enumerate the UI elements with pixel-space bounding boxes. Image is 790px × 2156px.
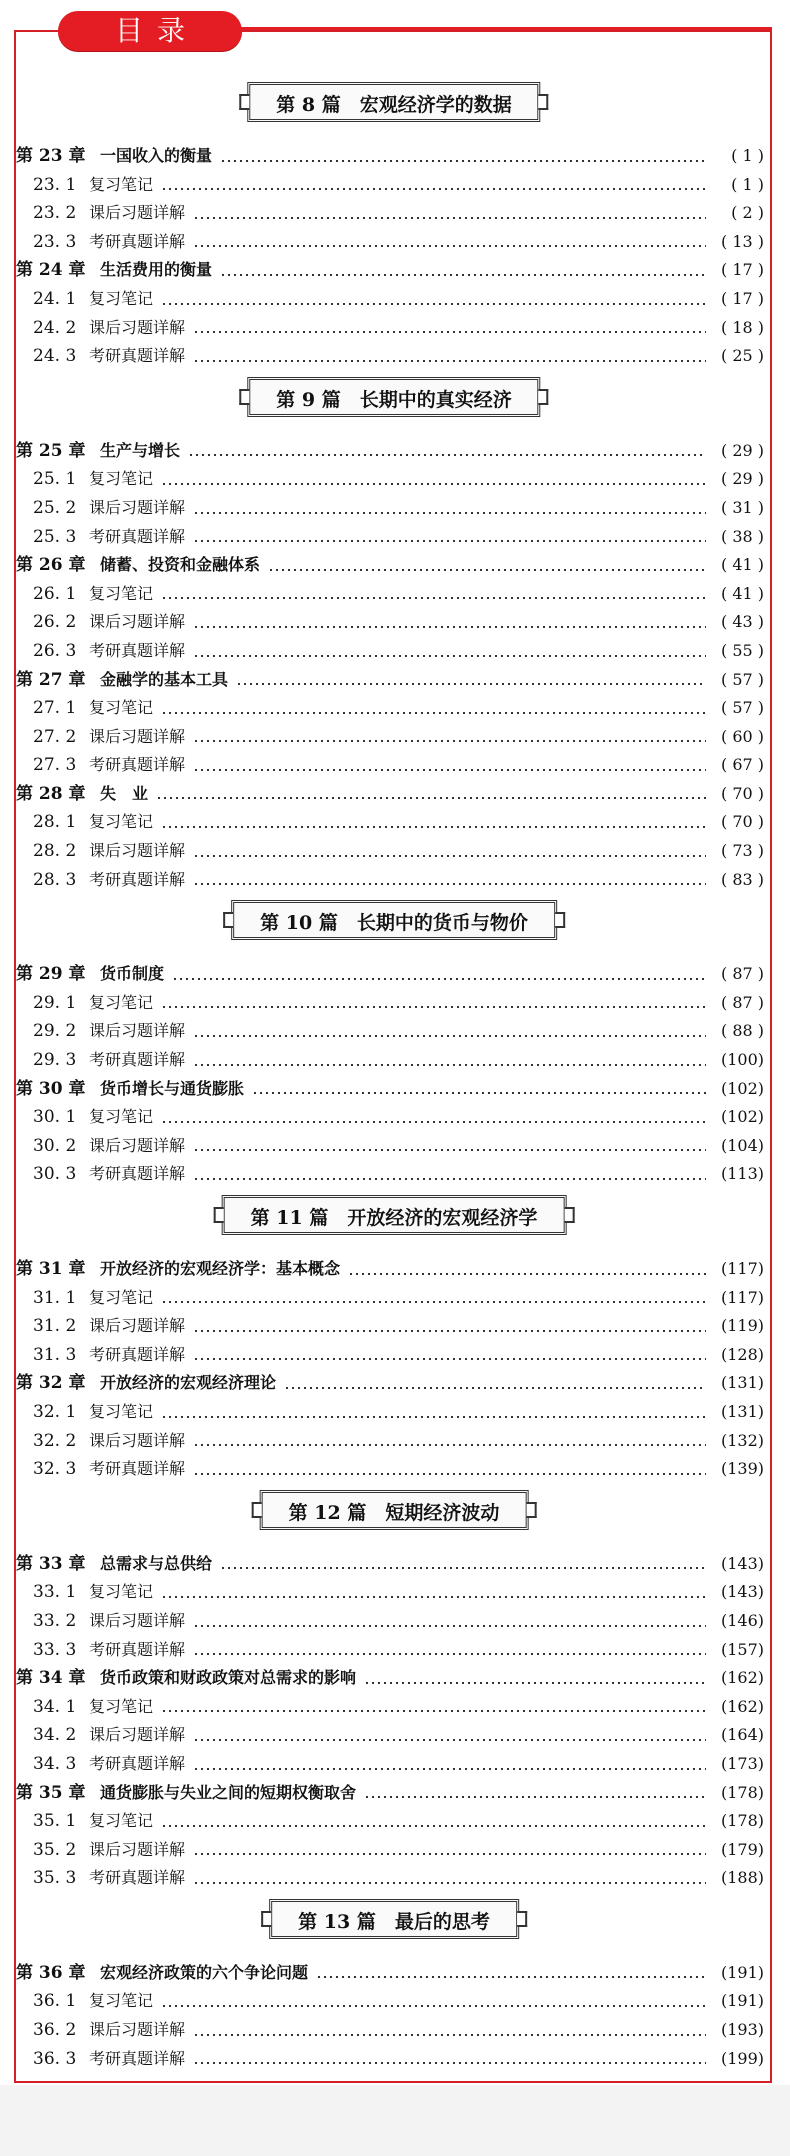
dot-leader [193,740,706,742]
dot-leader [193,1149,706,1151]
section-entry[interactable] [16,465,772,494]
section-title: 考研真题详解 [89,640,186,660]
chapter-number: 第 36 章 [16,1962,86,1983]
section-entry[interactable] [16,1160,772,1189]
dot-leader [220,160,706,162]
section-number: 30. 2 [33,1135,77,1156]
section-page-number: (162) [720,1696,764,1716]
chapter-number: 第 31 章 [16,1259,86,1279]
section-title: 考研真题详解 [89,755,186,775]
dot-leader [193,360,706,362]
section-entry[interactable] [16,1046,772,1075]
section-title: 复习笔记 [89,469,154,489]
chapter-page-number: (102) [720,1078,764,1098]
dot-leader [193,1473,706,1475]
dot-leader [236,683,706,685]
dot-leader [193,1330,706,1332]
section-entry[interactable] [16,1398,772,1427]
dot-leader [193,1625,706,1627]
chapter-entry[interactable] [16,666,772,695]
section-entry[interactable] [16,837,772,866]
section-page-number: (191) [720,1991,764,2011]
chapter-entry[interactable] [16,551,772,580]
dot-leader [172,978,706,980]
part-title[interactable]: 第 8 篇 宏观经济学的数据 [247,82,540,122]
section-page-number: ( 88 ) [720,1021,764,1041]
section-page-number: (164) [720,1725,764,1745]
section-page-number: ( 57 ) [720,698,764,718]
section-title: 考研真题详解 [89,1753,186,1773]
dot-leader [220,274,706,276]
chapter-entry[interactable] [16,256,772,285]
chapter-title: 通货膨胀与失业之间的短期权衡取舍 [100,1782,357,1802]
dot-leader [156,797,706,799]
section-title: 课后习题详解 [89,841,186,861]
dot-leader [268,569,706,571]
dot-leader [193,217,706,219]
chapter-title: 失 业 [100,783,149,803]
section-number: 34. 1 [33,1696,77,1717]
section-entry[interactable] [16,171,772,200]
dot-leader [161,826,706,828]
chapter-page-number: (178) [720,1782,764,1802]
section-number: 31. 1 [33,1287,77,1308]
dot-leader [193,655,706,657]
section-entry[interactable] [16,1864,772,1893]
section-number: 28. 3 [33,869,77,890]
dot-leader [193,1035,706,1037]
section-page-number: ( 38 ) [720,526,764,546]
dot-leader [161,597,706,599]
dot-leader [193,2062,706,2064]
section-page-number: (113) [720,1164,764,1184]
section-number: 24. 2 [33,317,77,338]
section-page-number: ( 83 ) [720,869,764,889]
section-page-number: (131) [720,1401,764,1421]
section-number: 27. 3 [33,755,77,776]
chapter-entry[interactable] [16,1664,772,1693]
section-title: 复习笔记 [89,174,154,194]
section-number: 26. 1 [33,583,77,604]
dot-leader [161,1710,706,1712]
page-title [58,11,242,51]
chapter-title: 开放经济的宏观经济学：基本概念 [100,1259,341,1278]
section-title: 考研真题详解 [89,1344,186,1364]
dot-leader [193,1853,706,1855]
chapter-title: 开放经济的宏观经济理论 [100,1373,277,1393]
dot-leader [193,1768,706,1770]
section-title: 课后习题详解 [89,726,186,746]
chapter-page-number: ( 57 ) [720,669,764,689]
section-page-number: (119) [720,1316,764,1336]
section-title: 考研真题详解 [89,526,186,546]
section-entry[interactable] [16,989,772,1018]
part-title[interactable]: 第 13 篇 最后的思考 [269,1899,519,1939]
section-page-number: ( 13 ) [720,231,764,251]
chapter-page-number: ( 70 ) [720,783,764,803]
section-number: 33. 2 [33,1610,77,1631]
chapter-entry[interactable] [16,1550,772,1579]
section-number: 25. 3 [33,526,77,547]
section-page-number: (178) [720,1811,764,1831]
section-number: 24. 3 [33,346,77,367]
dot-leader [364,1796,706,1798]
section-entry[interactable] [16,1132,772,1161]
section-number: 31. 2 [33,1316,77,1337]
section-entry[interactable] [16,808,772,837]
section-entry[interactable] [16,751,772,780]
section-title: 复习笔记 [89,812,154,832]
section-page-number: (132) [720,1430,764,1450]
section-number: 34. 3 [33,1753,77,1774]
section-entry[interactable] [16,1284,772,1313]
dot-leader [284,1387,706,1389]
section-entry[interactable] [16,314,772,343]
dot-leader [161,483,706,485]
section-page-number: (100) [720,1050,764,1070]
dot-leader [161,2005,706,2007]
section-title: 考研真题详解 [89,1050,186,1070]
chapter-title: 生活费用的衡量 [100,260,213,280]
section-title: 课后习题详解 [89,1021,186,1041]
section-entry[interactable] [16,637,772,666]
section-title: 复习笔记 [89,1696,154,1716]
dot-leader [161,1596,706,1598]
dot-leader [161,303,706,305]
chapter-page-number: (143) [720,1553,764,1573]
dot-leader [193,1064,706,1066]
section-entry[interactable] [16,2045,772,2074]
section-title: 考研真题详解 [89,1639,186,1659]
section-number: 29. 3 [33,1050,77,1071]
section-page-number: (188) [720,1868,764,1888]
section-page-number: (146) [720,1610,764,1630]
section-title: 复习笔记 [89,1991,154,2011]
section-number: 32. 2 [33,1430,77,1451]
chapter-entry[interactable] [16,960,772,989]
part-heading [16,1189,772,1255]
dot-leader [193,1739,706,1741]
chapter-entry[interactable] [16,1779,772,1808]
bottom-strip [0,2085,790,2156]
section-entry[interactable] [16,1636,772,1665]
section-page-number: ( 43 ) [720,612,764,632]
section-entry[interactable] [16,342,772,371]
section-title: 考研真题详解 [89,869,186,889]
section-number: 32. 3 [33,1459,77,1480]
part-heading [16,371,772,437]
section-number: 35. 3 [33,1868,77,1889]
section-entry[interactable] [16,866,772,895]
section-number: 29. 1 [33,992,77,1013]
section-number: 23. 3 [33,231,77,252]
section-entry[interactable] [16,1312,772,1341]
chapter-page-number: ( 41 ) [720,555,764,575]
chapter-number: 第 28 章 [16,783,86,804]
section-page-number: ( 25 ) [720,346,764,366]
section-entry[interactable] [16,1693,772,1722]
section-entry[interactable] [16,1987,772,2016]
section-title: 课后习题详解 [89,612,186,632]
chapter-title: 储蓄、投资和金融体系 [100,555,261,575]
dot-leader [252,1092,706,1094]
section-page-number: (117) [720,1287,764,1307]
section-entry[interactable] [16,1750,772,1779]
section-page-number: (104) [720,1135,764,1155]
section-page-number: ( 17 ) [720,288,764,308]
section-title: 考研真题详解 [89,231,186,251]
section-page-number: ( 18 ) [720,317,764,337]
section-number: 23. 2 [33,203,77,224]
dot-leader [364,1682,706,1684]
chapter-entry[interactable] [16,142,772,171]
section-title: 考研真题详解 [89,1164,186,1184]
dot-leader [161,1006,706,1008]
dot-leader [161,1301,706,1303]
dot-leader [161,1121,706,1123]
chapter-number: 第 34 章 [16,1668,86,1689]
section-title: 考研真题详解 [89,1868,186,1888]
section-number: 36. 3 [33,2048,77,2069]
section-entry[interactable] [16,228,772,257]
section-entry[interactable] [16,523,772,552]
section-number: 30. 1 [33,1107,77,1128]
chapter-number: 第 33 章 [16,1553,86,1574]
section-number: 34. 2 [33,1725,77,1746]
section-page-number: ( 31 ) [720,497,764,517]
chapter-entry[interactable] [16,1369,772,1398]
chapter-title: 货币制度 [100,964,165,984]
section-entry[interactable] [16,1017,772,1046]
section-number: 35. 1 [33,1811,77,1832]
section-entry[interactable] [16,1721,772,1750]
section-title: 课后习题详解 [89,497,186,517]
section-number: 26. 2 [33,612,77,633]
chapter-title: 生产与增长 [100,440,181,460]
section-entry[interactable] [16,580,772,609]
chapter-entry[interactable] [16,780,772,809]
section-title: 考研真题详解 [89,1459,186,1479]
section-number: 32. 1 [33,1401,77,1422]
page-title-text: 目录 [114,14,199,47]
chapter-page-number: (191) [720,1962,764,1982]
part-heading [16,1893,772,1959]
section-title: 课后习题详解 [89,1610,186,1630]
section-title: 课后习题详解 [89,1430,186,1450]
section-title: 复习笔记 [89,992,154,1012]
part-title[interactable]: 第 11 篇 开放经济的宏观经济学 [222,1195,567,1235]
section-page-number: ( 70 ) [720,812,764,832]
section-number: 24. 1 [33,288,77,309]
chapter-number: 第 24 章 [16,260,86,281]
section-page-number: ( 55 ) [720,640,764,660]
section-title: 复习笔记 [89,1582,154,1602]
part-heading [16,1484,772,1550]
section-number: 35. 2 [33,1839,77,1860]
chapter-number: 第 35 章 [16,1782,86,1803]
section-page-number: ( 67 ) [720,755,764,775]
section-page-number: ( 1 ) [731,174,764,194]
section-entry[interactable] [16,723,772,752]
section-title: 复习笔记 [89,583,154,603]
section-title: 课后习题详解 [89,1839,186,1859]
section-title: 课后习题详解 [89,1316,186,1336]
dot-leader [220,1567,706,1569]
dot-leader [193,1444,706,1446]
chapter-page-number: ( 29 ) [720,440,764,460]
section-number: 31. 3 [33,1344,77,1365]
section-entry[interactable] [16,1427,772,1456]
section-title: 课后习题详解 [89,1135,186,1155]
chapter-page-number: ( 87 ) [720,964,764,984]
section-number: 36. 1 [33,1991,77,2012]
section-page-number: (193) [720,2020,764,2040]
section-entry[interactable] [16,694,772,723]
chapter-title: 货币政策和财政政策对总需求的影响 [100,1668,357,1688]
dot-leader [348,1273,706,1275]
dot-leader [193,1358,706,1360]
section-title: 课后习题详解 [89,1725,186,1745]
section-page-number: (143) [720,1582,764,1602]
dot-leader [161,1416,706,1418]
section-title: 课后习题详解 [89,2020,186,2040]
chapter-entry[interactable] [16,437,772,466]
section-number: 30. 3 [33,1164,77,1185]
section-page-number: (102) [720,1107,764,1127]
section-entry[interactable] [16,199,772,228]
section-entry[interactable] [16,1578,772,1607]
chapter-number: 第 26 章 [16,555,86,576]
dot-leader [193,1653,706,1655]
section-entry[interactable] [16,1455,772,1484]
section-title: 考研真题详解 [89,2048,186,2068]
section-page-number: ( 2 ) [731,203,764,223]
dot-leader [316,1976,706,1978]
chapter-page-number: (162) [720,1668,764,1688]
section-title: 课后习题详解 [89,203,186,223]
section-number: 27. 1 [33,698,77,719]
chapter-title: 总需求与总供给 [100,1553,213,1573]
section-title: 课后习题详解 [89,317,186,337]
section-page-number: ( 29 ) [720,469,764,489]
section-title: 复习笔记 [89,1401,154,1421]
section-number: 28. 1 [33,812,77,833]
section-page-number: (139) [720,1459,764,1479]
section-entry[interactable] [16,1807,772,1836]
chapter-number: 第 30 章 [16,1078,86,1099]
section-entry[interactable] [16,2016,772,2045]
dot-leader [193,2034,706,2036]
chapter-entry[interactable] [16,1255,772,1284]
chapter-number: 第 29 章 [16,964,86,985]
section-page-number: (173) [720,1753,764,1773]
dot-leader [188,454,706,456]
section-entry[interactable] [16,1836,772,1865]
part-title[interactable]: 第 9 篇 长期中的真实经济 [247,377,540,417]
dot-leader [193,769,706,771]
chapter-number: 第 25 章 [16,440,86,461]
section-title: 复习笔记 [89,1107,154,1127]
section-number: 33. 1 [33,1582,77,1603]
section-entry[interactable] [16,608,772,637]
chapter-page-number: ( 1 ) [731,146,764,165]
chapter-number: 第 32 章 [16,1373,86,1394]
section-entry[interactable] [16,1607,772,1636]
section-page-number: (157) [720,1639,764,1659]
chapter-entry[interactable] [16,1959,772,1988]
section-number: 29. 2 [33,1021,77,1042]
dot-leader [193,855,706,857]
part-heading [16,76,772,142]
dot-leader [193,512,706,514]
section-page-number: (128) [720,1344,764,1364]
section-page-number: (199) [720,2048,764,2068]
section-entry[interactable] [16,1103,772,1132]
dot-leader [193,540,706,542]
dot-leader [193,626,706,628]
dot-leader [193,1178,706,1180]
section-entry[interactable] [16,1341,772,1370]
section-entry[interactable] [16,285,772,314]
part-title[interactable]: 第 12 篇 短期经济波动 [260,1490,529,1530]
section-number: 25. 2 [33,497,77,518]
section-page-number: (179) [720,1839,764,1859]
section-number: 27. 2 [33,726,77,747]
section-title: 复习笔记 [89,288,154,308]
section-number: 25. 1 [33,469,77,490]
section-page-number: ( 73 ) [720,841,764,861]
chapter-page-number: (131) [720,1373,764,1393]
section-number: 26. 3 [33,640,77,661]
dot-leader [193,331,706,333]
section-title: 复习笔记 [89,1811,154,1831]
section-title: 考研真题详解 [89,346,186,366]
chapter-title: 一国收入的衡量 [100,146,213,165]
section-number: 28. 2 [33,841,77,862]
section-title: 复习笔记 [89,1287,154,1307]
chapter-title: 金融学的基本工具 [100,669,229,689]
dot-leader [193,883,706,885]
chapter-entry[interactable] [16,1075,772,1104]
chapter-title: 宏观经济政策的六个争论问题 [100,1962,309,1982]
part-title[interactable]: 第 10 篇 长期中的货币与物价 [231,900,557,940]
section-page-number: ( 41 ) [720,583,764,603]
chapter-page-number: (117) [720,1259,764,1278]
dot-leader [161,188,706,190]
section-page-number: ( 60 ) [720,726,764,746]
part-heading [16,894,772,960]
section-title: 复习笔记 [89,698,154,718]
dot-leader [161,712,706,714]
section-entry[interactable] [16,494,772,523]
section-number: 23. 1 [33,174,77,195]
dot-leader [161,1825,706,1827]
chapter-number: 第 27 章 [16,669,86,690]
section-page-number: ( 87 ) [720,992,764,1012]
section-number: 33. 3 [33,1639,77,1660]
chapter-page-number: ( 17 ) [720,260,764,280]
chapter-number: 第 23 章 [16,146,86,166]
table-of-contents [16,76,772,2073]
section-number: 36. 2 [33,2020,77,2041]
chapter-title: 货币增长与通货膨胀 [100,1078,245,1098]
dot-leader [193,1882,706,1884]
dot-leader [193,245,706,247]
